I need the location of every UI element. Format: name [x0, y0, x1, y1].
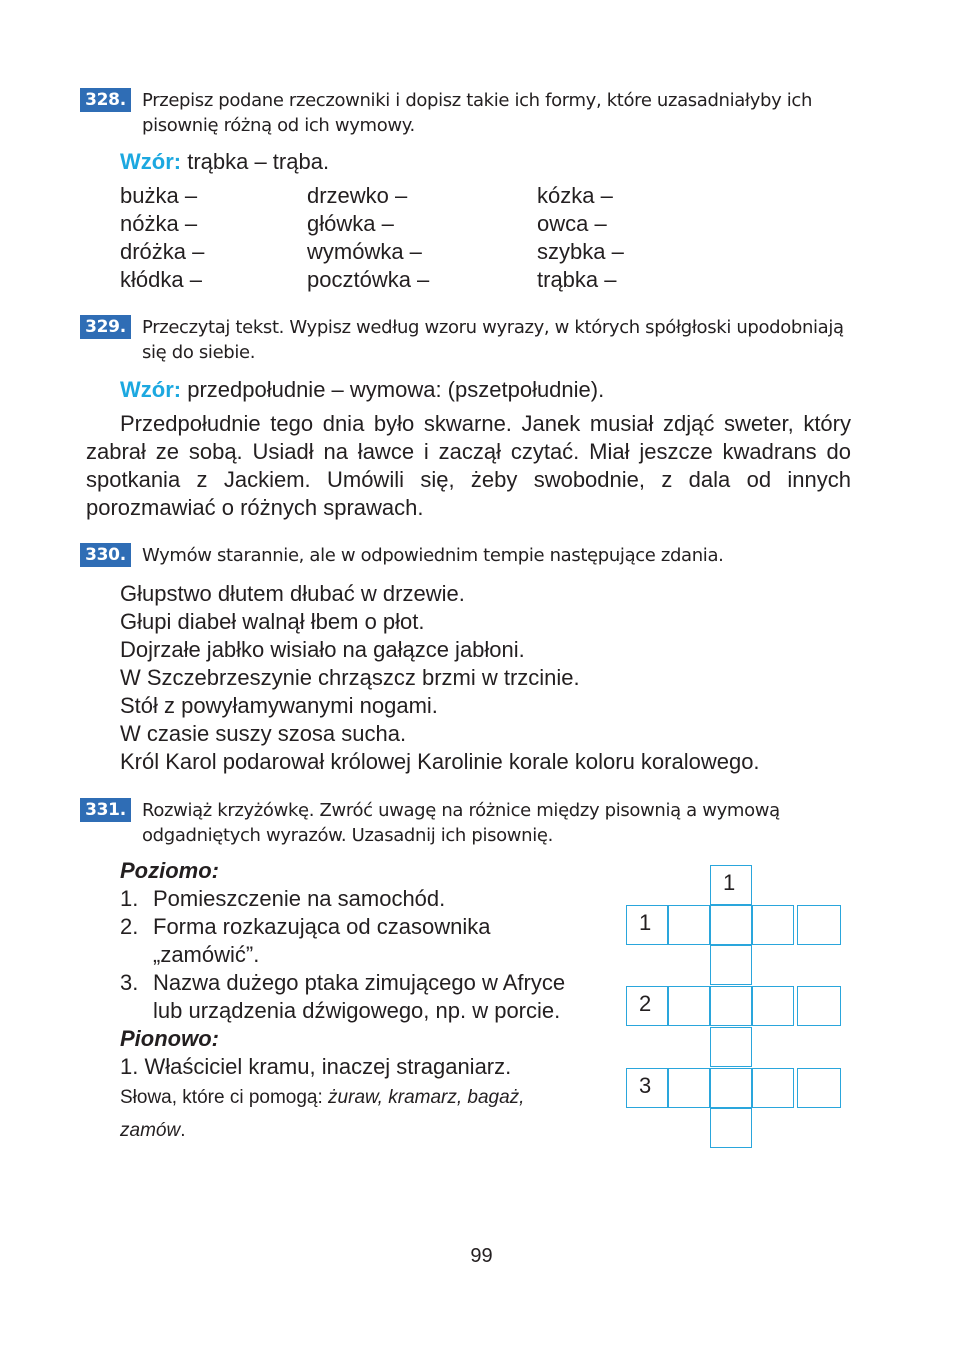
clue-text: Nazwa dużego ptaka zimującego w Afryce lub urządzenia dźwigowego, np. w porcie.: [153, 970, 566, 1023]
cell-number: 2: [639, 991, 652, 1016]
clue-text: Forma rozkazująca od czasownika „zamówić”.: [153, 914, 491, 967]
exercise-number-badge: 328.: [80, 88, 131, 112]
sentence: Głupi diabeł walnął łbem o płot.: [120, 609, 425, 634]
crossword-cell[interactable]: [710, 1027, 752, 1067]
word-column-2: [307, 182, 429, 294]
word-column-1: [120, 182, 204, 294]
crossword-cell[interactable]: [710, 1108, 752, 1148]
cell-number: 3: [639, 1073, 652, 1098]
word-item: dróżka –: [120, 239, 205, 264]
example-line: [120, 148, 329, 176]
clue-across-2: [120, 913, 600, 969]
exercise-instruction: Przeczytaj tekst. Wypisz według wzoru wyrazy, w których spółgłoski upodobniają się do siebie.: [142, 317, 844, 363]
crossword-cell[interactable]: [710, 865, 752, 905]
crossword-cell[interactable]: [752, 905, 794, 945]
word-item: bużka –: [120, 183, 198, 208]
example-label: Wzór:: [120, 149, 182, 174]
word-item: główka –: [307, 211, 394, 236]
word-item: kłódka –: [120, 267, 202, 292]
sentence: W Szczebrzeszynie chrząszcz brzmi w trzcinie.: [120, 665, 580, 690]
word-item: pocztówka –: [307, 267, 430, 292]
clue-down-1: 1. Właściciel kramu, inaczej straganiarz.: [120, 1054, 512, 1079]
hint-words: żuraw, kramarz, bagaż, zamów: [120, 1087, 525, 1141]
crossword-cell[interactable]: [710, 986, 752, 1026]
example-line: [120, 376, 604, 404]
reading-text: Przedpołudnie tego dnia było skwarne. Janek musiał zdjąć sweter, który zabrał ze sobą. Usiadł na ławce i zaczął czytać. Miał jeszcze kwadrans do spotkania z Jackiem. Umówili się, żeby swobodnie, z dala od innych porozmawiać o różnych sprawach.: [86, 411, 851, 520]
sentence: Głupstwo dłutem dłubać w drzewie.: [120, 581, 465, 606]
crossword-cell[interactable]: [797, 1068, 841, 1108]
exercise-number-badge: 330.: [80, 543, 131, 567]
word-column-3: [537, 182, 624, 294]
sentence: Król Karol podarował królowej Karolinie korale koloru koralowego.: [120, 749, 760, 774]
cell-number: 1: [723, 870, 736, 895]
crossword-cell[interactable]: [626, 905, 668, 945]
across-heading: Poziomo:: [120, 858, 219, 883]
clue-text: Pomieszczenie na samochód.: [153, 886, 446, 911]
exercise-instruction: Wymów starannie, ale w odpowiednim tempie następujące zdania.: [142, 545, 724, 566]
clue-number: 2.: [120, 914, 139, 939]
exercise-number-badge: 329.: [80, 315, 131, 339]
exercise-instruction: Przepisz podane rzeczowniki i dopisz takie ich formy, które uzasadniałyby ich pisownię różną od ich wymowy.: [142, 90, 813, 136]
crossword-cell[interactable]: [668, 905, 710, 945]
clue-number: 3.: [120, 970, 139, 995]
clue-across-3: [120, 969, 600, 1025]
word-item: drzewko –: [307, 183, 408, 208]
exercise-number-badge: 331.: [80, 798, 131, 822]
crossword-cell[interactable]: [626, 1068, 668, 1108]
hint-end: .: [180, 1120, 186, 1141]
clue-number: 1.: [120, 886, 139, 911]
clue-across-1: [120, 885, 600, 913]
crossword-cell[interactable]: [626, 986, 668, 1026]
sentence: Stół z powyłamywanymi nogami.: [120, 693, 438, 718]
crossword-cell[interactable]: [668, 986, 710, 1026]
word-item: wymówka –: [307, 239, 422, 264]
word-item: trąbka –: [537, 267, 617, 292]
word-item: kózka –: [537, 183, 613, 208]
sentence: W czasie suszy szosa sucha.: [120, 721, 407, 746]
crossword-cell[interactable]: [752, 1068, 794, 1108]
hint-text: [120, 1081, 595, 1147]
example-text: trąbka – trąba.: [181, 149, 330, 174]
crossword-cell[interactable]: [668, 1068, 710, 1108]
example-label: Wzór:: [120, 377, 182, 402]
cell-number: 1: [639, 910, 652, 935]
crossword-clues: [120, 857, 600, 1147]
example-text: przedpołudnie – wymowa: (pszetpołudnie).: [181, 377, 605, 402]
word-item: nóżka –: [120, 211, 198, 236]
hint-label: Słowa, które ci pomogą:: [120, 1087, 329, 1108]
crossword-cell[interactable]: [752, 986, 794, 1026]
page-number: 99: [470, 1245, 493, 1267]
sentence: Dojrzałe jabłko wisiało na gałązce jabłoni.: [120, 637, 525, 662]
crossword-cell[interactable]: [710, 905, 752, 945]
crossword-cell[interactable]: [797, 905, 841, 945]
word-item: szybka –: [537, 239, 624, 264]
crossword-cell[interactable]: [710, 945, 752, 985]
word-item: owca –: [537, 211, 607, 236]
crossword-cell[interactable]: [710, 1068, 752, 1108]
down-heading: Pionowo:: [120, 1026, 219, 1051]
sentence-list: [120, 580, 760, 776]
crossword-cell[interactable]: [797, 986, 841, 1026]
exercise-instruction: Rozwiąż krzyżówkę. Zwróć uwagę na różnice między pisownią a wymową odgadniętych wyrazów. Uzasadnij ich pisownię.: [142, 800, 780, 846]
